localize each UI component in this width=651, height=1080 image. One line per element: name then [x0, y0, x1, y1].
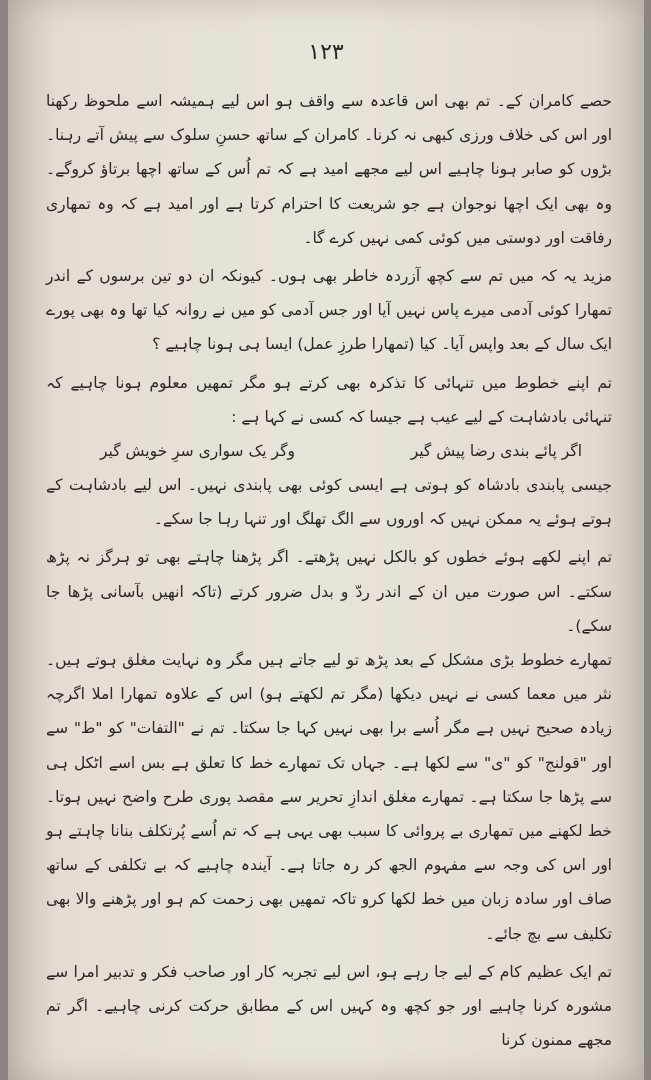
persian-verse [46, 434, 612, 468]
paragraph-4: جیسی پابندی بادشاہ کو ہوتی ہے ایسی کوئی بھی پابندی نہیں۔ اس لیے بادشاہت کے ہوتے ہوئے یہ ممکن نہیں کہ اوروں سے الگ تھلگ اور تنہا رہا جا سکے۔ [46, 476, 612, 529]
paragraph-1: حصے کامران کے۔ تم بھی اس قاعدہ سے واقف ہو اس لیے ہمیشہ اسے ملحوظ رکھنا اور اس کی خلاف ورزی کبھی نہ کرنا۔ کامران کے ساتھ حسنِ سلوک سے پیش آتے رہنا۔ بڑوں کو صابر ہونا چاہیے اس لیے مجھے امید ہے کہ تم اُس کے ساتھ اچھا برتاؤ کروگے۔ وہ بھی ایک اچھا نوجوان ہے جو شریعت کا احترام کرتا ہے اور امید ہے کہ وہ تمھاری رفاقت اور دوستی میں کوئی کمی نہیں کرے گا۔ [46, 92, 612, 247]
paragraph-6: تمھارے خطوط بڑی مشکل کے بعد پڑھ تو لیے جاتے ہیں مگر وہ نہایت مغلق ہوتے ہیں۔ نثر میں معما کسی نے نہیں دیکھا (مگر تم لکھتے ہو) اس کے علاوہ تمھارا املا اگرچہ زیادہ صحیح نہیں ہے مگر اُسے برا بھی نہیں کہا جا سکتا۔ تم نے "التفات" کو "ط" سے اور "قولنج" کو "ی" سے لکھا ہے۔ جہاں تک تمھارے خط کا تعلق ہے بس اسے اٹکل ہی سے پڑھا جا سکتا ہے۔ تمھارے مغلق اندازِ تحریر سے مقصد پوری طرح واضح نہیں ہوتا۔ خط لکھنے میں تمھاری بے پروائی کا سبب بھی یہی ہے کہ تم اُسے پُرتکلف بنانا چاہتے ہو اور اس کی وجہ سے مفہوم الجھ کر رہ جاتا ہے۔ آیندہ چاہیے کہ بے تکلفی کے ساتھ صاف اور سادہ زبان میں خط لکھا کرو تاکہ تمھیں بھی زحمت کم ہو اور پڑھنے والا بھی تکلیف سے بچ جائے۔ [46, 651, 612, 943]
paragraph-7: تم ایک عظیم کام کے لیے جا رہے ہو، اس لیے تجربہ کار اور صاحب فکر و تدبیر امرا سے مشورہ کرنا چاہیے اور جو کچھ وہ کہیں اس کے مطابق حرکت کرنی چاہیے۔ اگر تم مجھے ممنون کرنا [46, 962, 612, 1050]
paragraph-3: تم اپنے خطوط میں تنہائی کا تذکرہ بھی کرتے ہو مگر تمھیں معلوم ہونا چاہیے کہ تنہائی بادشاہت کے لیے عیب ہے جیسا کہ کسی نے کہا ہے : [46, 373, 612, 426]
verse-first-hemistich: اگر پائے بندی رضا پیش گیر [410, 442, 582, 461]
verse-second-hemistich: وگر یک سواری سرِ خویش گیر [100, 442, 295, 461]
paragraph-5: تم اپنے لکھے ہوئے خطوں کو بالکل نہیں پڑھتے۔ اگر پڑھنا چاہتے بھی تو ہرگز نہ پڑھ سکتے۔ اس صورت میں ان کے اندر ردّ و بدل ضرور کرتے (تاکہ انھیں بآسانی پڑھا جا سکے)۔ [46, 548, 612, 635]
paragraph-2: مزید یہ کہ میں تم سے کچھ آزردہ خاطر بھی ہوں۔ کیونکہ ان دو تین برسوں کے اندر تمھارا کوئی آدمی میرے پاس نہیں آیا اور جس آدمی کو میں نے روانہ کیا تھا وہ بھی پورے ایک سال کے بعد واپس آیا۔ کیا (تمھارا طرزِ عمل) ایسا ہی ہونا چاہیے ؟ [46, 267, 612, 354]
page-body-text [46, 84, 612, 1057]
book-page [8, 0, 644, 1080]
page-number: ۱۲۳ [308, 40, 344, 65]
